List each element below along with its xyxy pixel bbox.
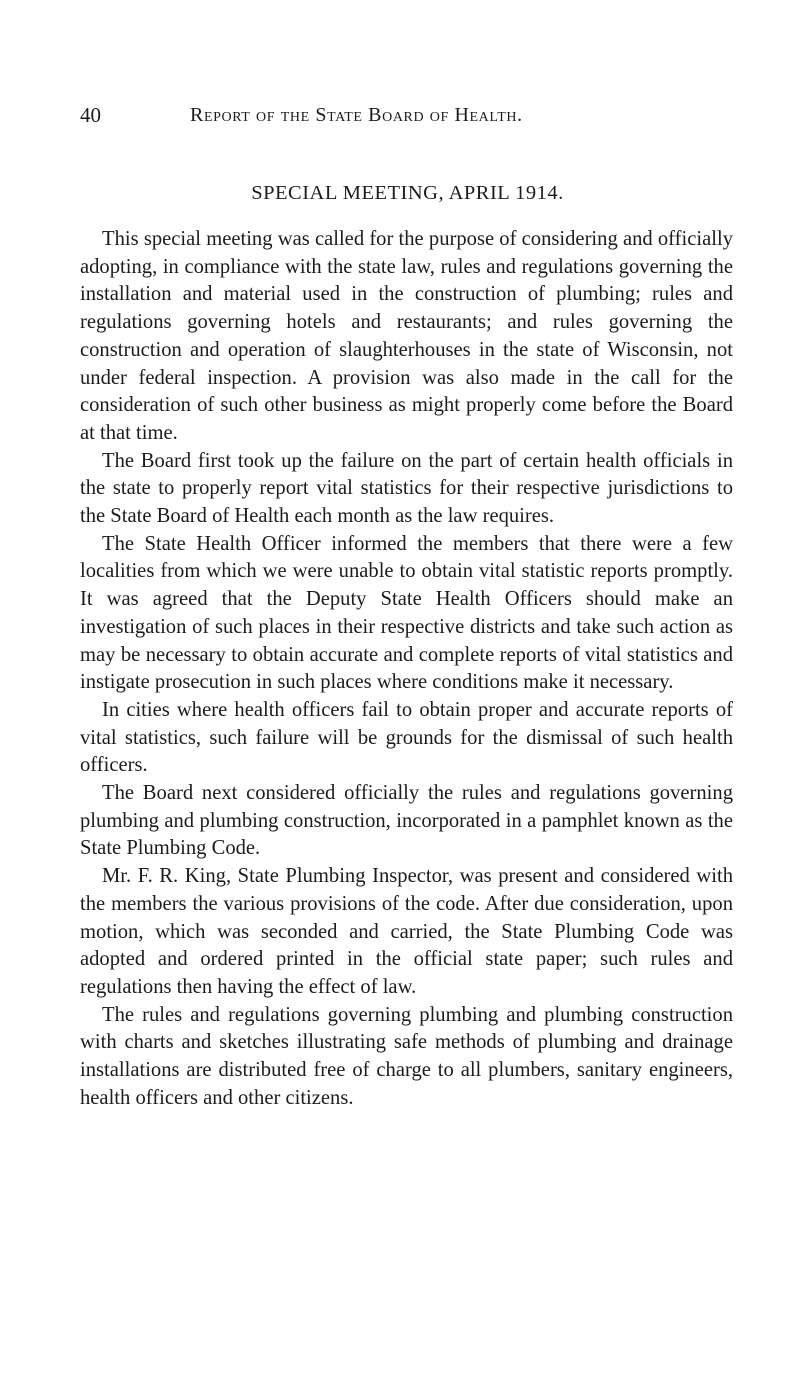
page-number: 40: [80, 103, 101, 127]
paragraph-dismissal: In cities where health officers fail to obtain proper and accurate reports of vital statistics, such failure will be grounds for the dismissal of such health officers.: [80, 698, 733, 777]
running-title: Report of the State Board of Health.: [190, 104, 523, 126]
body-text: [80, 226, 733, 1113]
section-heading: SPECIAL MEETING, APRIL 1914.: [251, 182, 564, 204]
paragraph-distribution: The rules and regulations governing plumbing and plumbing construction with charts and sketches illustrating safe methods of plumbing and drainage installations are distributed free of charge to all plumbers, sanitary engineers, health officers and other citizens.: [80, 1003, 733, 1109]
paragraph-plumbing-code: The Board next considered officially the rules and regulations governing plumbing and plumbing construction, incorporated in a pamphlet known as the State Plumbing Code.: [80, 782, 733, 860]
paragraph-purpose: This special meeting was called for the purpose of considering and officially adopting, in compliance with the state law, rules and regulations governing the installation and material used in the construction of plumbing; rules and regulations governing hotels and restaurants; and rules governing the construction and operation of slaughterhouses in the state of Wisconsin, not under federal inspection. A provision was also made in the call for the consideration of such other business as might properly come before the Board at that time.: [80, 228, 733, 444]
paragraph-health-officer-report: The State Health Officer informed the members that there were a few localities from which we were unable to obtain vital statistic reports promptly. It was agreed that the Deputy State Health Officers should make an investigation of such places in their respective districts and take such action as may be necessary to obtain accurate and complete reports of vital statistics and instigate prosecution in such places where conditions make it necessary.: [80, 532, 733, 694]
paragraph-vital-statistics: The Board first took up the failure on the part of certain health officials in the state to properly report vital statistics for their respective jurisdictions to the State Board of Health each month as the law requires.: [80, 449, 733, 528]
running-head: [80, 100, 740, 130]
paragraph-plumbing-inspector: Mr. F. R. King, State Plumbing Inspector, was present and considered with the members the various provisions of the code. After due consideration, upon motion, which was seconded and carried, the State Plumbing Code was adopted and ordered printed in the official state paper; such rules and regulations then having the effect of law.: [80, 865, 733, 998]
